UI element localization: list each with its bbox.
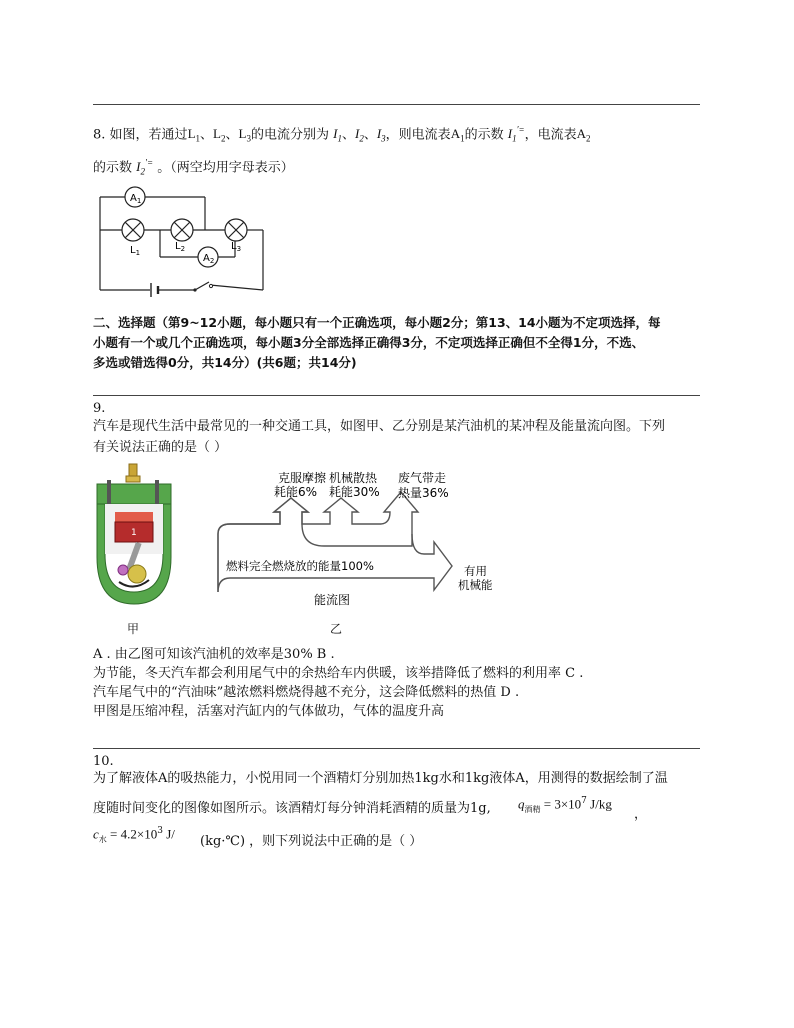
lamp-l3-icon [225, 219, 247, 241]
section2-header: 二、选择题（第9~12小题，每小题只有一个正确选项，每小题2分；第13、14小题为不定项选择，每 小题有一个或几个正确选项，每小题3分全部选择正确得3分，不定项选择正确但不全得1分，不选、 多选或错选得0分，共14分）(共6题；共14分) [93, 315, 661, 370]
circuit-diagram [95, 185, 270, 300]
lamp-l3-label: $L_3$ [231, 241, 242, 253]
q8-intro: 如图，若通过 [109, 127, 188, 143]
q10-line2: 度随时间变化的图像如图所示。该酒精灯每分钟消耗酒精的质量为1g, [93, 801, 491, 816]
divider-q10 [93, 748, 700, 749]
q8-blank1[interactable]: $I_1^{'=}$ [507, 125, 525, 144]
q10-c-formula: $c_水 = 4.2\times 10^3$ J/ [93, 826, 175, 844]
q9-option-b[interactable]: 为节能，冬天汽车都会利用尾气中的余热给车内供暖，该举措降低了燃料的利用率 C . [93, 666, 584, 681]
svg-text:1: 1 [131, 528, 137, 538]
q9-option-c[interactable]: 汽车尾气中的“汽油味”越浓燃料燃烧得越不充分，这会降低燃料的热值 D . [93, 685, 520, 700]
lamp-l1-label: $L_1$ [130, 245, 141, 257]
ammeter-a2-label: $A_2$ [203, 253, 215, 265]
useful-label-2: 机械能 [458, 578, 493, 592]
q9-option-a[interactable]: A . 由乙图可知该汽油机的效率是30% B . [93, 647, 335, 662]
friction-label-1: 克服摩擦 [278, 471, 327, 485]
energy-flow-diagram [212, 462, 512, 612]
divider-q9 [93, 395, 700, 396]
figure-label-yi: 乙 [330, 622, 343, 636]
q9-options [93, 645, 583, 721]
battery-icon [151, 283, 158, 297]
engine-figure [93, 462, 175, 612]
figure-label-jia: 甲 [127, 622, 140, 636]
q10-line1: 为了解液体A的吸热能力，小悦用同一个酒精灯分别加热1kg水和1kg液体A，用测得的数据绘制了温 [93, 771, 668, 786]
q9-stem: 汽车是现代生活中最常见的一种交通工具，如图甲、乙分别是某汽油机的某冲程及能量流向图。下列 有关说法正确的是（ ） [93, 419, 666, 455]
switch-icon [193, 282, 212, 292]
lamp-l2-label: $L_2$ [175, 241, 186, 253]
q8-number: 8. [93, 127, 106, 143]
divider-top [93, 104, 700, 105]
heat-label-1: 机械散热 [329, 471, 378, 485]
q10-q-formula: $q_{酒精} = 3\times 10^7$ J/kg [518, 796, 612, 814]
exhaust-label-1: 废气带走 [398, 471, 447, 485]
total-energy-label: 燃料完全燃烧放的能量100% [226, 559, 374, 573]
friction-label-2: 耗能6% [274, 485, 318, 499]
ammeter-a1-label: $A_1$ [130, 193, 142, 205]
exhaust-label-2: 热量36% [398, 486, 449, 500]
q9-option-d[interactable]: 甲图是压缩冲程，活塞对汽缸内的气体做功，气体的温度升高 [93, 704, 445, 719]
energy-flow-caption: 能流图 [314, 593, 351, 607]
q8-blank2[interactable]: $I_2^{'=}$ [136, 158, 154, 177]
q10-line3: (kg·℃) ，则下列说法中正确的是（ ） [200, 834, 423, 849]
q8-line2: 的示数 $I_2^{'=}$ 。（两空均用字母表示） [93, 158, 294, 177]
q10-comma: ， [634, 807, 648, 822]
q10-number: 10. [93, 754, 114, 769]
heat-label-2: 耗能30% [329, 485, 380, 499]
lamp-l1-icon [122, 219, 144, 241]
q8-line1: 8. 如图，若通过$L_1$、$L_2$、$L_3$的电流分别为 $I_1$、$I_2$、$I_3$，则电流表$A_1$的示数 $I_1^{'=}$，电流表$A_2$ [93, 125, 591, 144]
lamp-l2-icon [171, 219, 193, 241]
useful-label-1: 有用 [464, 564, 487, 578]
q9-number: 9. [93, 401, 106, 416]
